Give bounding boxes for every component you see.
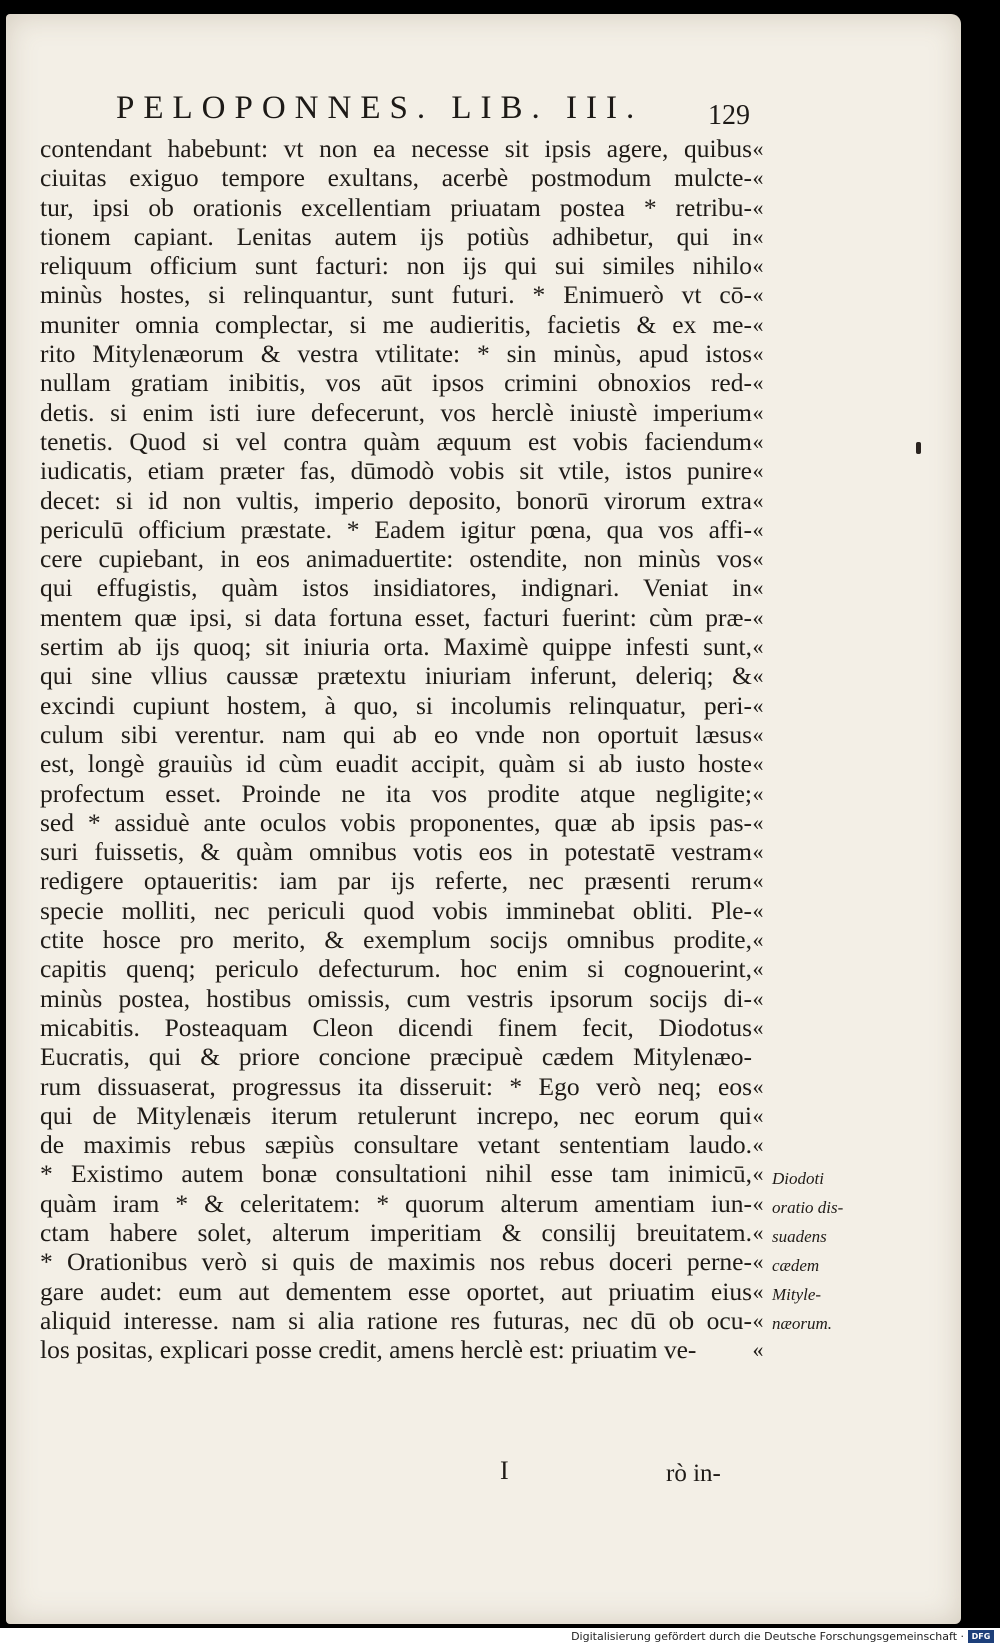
quote-mark: « <box>752 1278 764 1304</box>
quote-mark: « <box>752 194 764 220</box>
quote-mark: « <box>752 663 764 689</box>
text-line: ctam habere solet, alterum imperitiam & consilij breuitatem. <box>40 1217 752 1247</box>
quote-mark: « <box>752 487 764 513</box>
text-line: periculū officium præstate. * Eadem igitur pœna, qua vos affi- <box>40 514 752 544</box>
text-line: aliquid interesse. nam si alia ratione res futuras, nec dū ob ocu- <box>40 1305 752 1335</box>
quote-mark: « <box>752 751 764 777</box>
text-line: sertim ab ijs quoq; sit iniuria orta. Maximè quippe infesti sunt, <box>40 632 752 662</box>
text-line: qui de Mitylenæis iterum retulerunt increpo, nec eorum qui <box>40 1100 752 1130</box>
text-line: decet: si id non vultis, imperio deposito, bonorū virorum extra <box>40 485 752 515</box>
quote-mark: « <box>752 516 764 542</box>
quote-mark: « <box>752 868 764 894</box>
quote-mark: « <box>752 428 764 454</box>
text-line: culum sibi verentur. nam qui ab eo vnde non oportuit læsus <box>40 719 752 749</box>
text-line: capitis quenq; periculo defecturum. hoc enim si cognouerint, <box>40 954 752 984</box>
text-line: tionem capiant. Lenitas autem ijs potiùs adhibetur, qui in <box>40 221 752 251</box>
text-line: ctite hosce pro merito, & exemplum socijs omnibus prodite, <box>40 925 752 955</box>
text-line: minùs postea, hostibus omissis, cum vestris ipsorum socijs di- <box>40 983 752 1013</box>
quote-mark: « <box>752 1190 764 1216</box>
text-line: cere cupiebant, in eos animaduertite: ostendite, non minùs vos <box>40 544 752 574</box>
quote-mark: « <box>752 399 764 425</box>
text-line: minùs hostes, si relinquantur, sunt futuri. * Enimuerò vt cō- <box>40 280 752 310</box>
quote-mark: « <box>752 311 764 337</box>
quote-mark: « <box>752 604 764 630</box>
quote-mark: « <box>752 1161 764 1187</box>
text-line: rum dissuaserat, progressus ita disseruit: * Ego verò neq; eos <box>40 1071 752 1101</box>
paper-sheet <box>6 14 961 1624</box>
text-line: profectum esset. Proinde ne ita vos prodite atque negligite; <box>40 778 752 808</box>
text-line: mentem quæ ipsi, si data fortuna esset, facturi fuerint: cùm præ- <box>40 602 752 632</box>
text-line: quàm iram * & celeritatem: * quorum alterum amentiam iun- <box>40 1188 752 1218</box>
footer-bar <box>0 1628 1000 1646</box>
text-line: iudicatis, etiam præter fas, dūmodò vobis sit vtile, istos punire <box>40 456 752 486</box>
text-line: gare audet: eum aut dementem esse oportet, aut priuatim eius <box>40 1276 752 1306</box>
quote-mark: « <box>752 341 764 367</box>
quote-mark: « <box>752 253 764 279</box>
text-line: muniter omnia complectar, si me audieritis, facietis & ex me- <box>40 309 752 339</box>
text-line: nullam gratiam inibitis, vos aūt ipsos crimini obnoxios red- <box>40 368 752 398</box>
quote-mark: « <box>752 575 764 601</box>
quote-mark: « <box>752 956 764 982</box>
text-line: suri fuissetis, & quàm omnibus votis eos in potestatē vestram <box>40 837 752 867</box>
text-line: ciuitas exiguo tempore exultans, acerbè postmodum mulcte- <box>40 163 752 193</box>
margin-note-line: cædem <box>772 1256 820 1275</box>
margin-note-line: Diodoti <box>772 1169 824 1188</box>
quote-mark: « <box>752 839 764 865</box>
quote-mark <box>746 1042 770 1071</box>
ink-speck <box>916 442 921 454</box>
text-line: reliquum officium sunt facturi: non ijs qui sui similes nihilo <box>40 251 752 281</box>
quote-mark: « <box>752 458 764 484</box>
quote-mark: « <box>752 1102 764 1128</box>
text-line: specie molliti, nec periculi quod vobis imminebat obliti. Ple- <box>40 895 752 925</box>
margin-note <box>772 1164 862 1338</box>
quote-mark: « <box>752 897 764 923</box>
text-line: * Orationibus verò si quis de maximis nos rebus doceri perne- <box>40 1247 752 1277</box>
text-line: Eucratis, qui & priore concione præcipuè cædem Mitylenæo- <box>40 1042 752 1072</box>
quote-mark: « <box>752 1132 764 1158</box>
text-line: * Existimo autem bonæ consultationi nihil esse tam inimicū, <box>40 1159 752 1189</box>
quotation-marks-column <box>746 134 770 1364</box>
text-line: rito Mitylenæorum & vestra vtilitate: * sin minùs, apud istos <box>40 339 752 369</box>
running-title: PELOPONNES. LIB. III. <box>116 90 644 126</box>
text-line: sed * assiduè ante oculos vobis proponentes, quæ ab ipsis pas- <box>40 807 752 837</box>
quote-mark: « <box>752 165 764 191</box>
text-line: tenetis. Quod si vel contra quàm æquum est vobis faciendum <box>40 426 752 456</box>
text-line: est, longè grauiùs id cùm euadit accipit, quàm si ab iusto hoste <box>40 749 752 779</box>
text-line: contendant habebunt: vt non ea necesse sit ipsis agere, quibus <box>40 134 752 163</box>
dfg-logo-icon: DFG <box>968 1630 994 1643</box>
quote-mark: « <box>752 780 764 806</box>
text-line: excindi cupiunt hostem, à quo, si incolumis relinquatur, peri- <box>40 690 752 720</box>
quote-mark: « <box>752 1073 764 1099</box>
margin-note-line: oratio dis- <box>772 1198 844 1217</box>
quote-mark: « <box>752 546 764 572</box>
quote-mark: « <box>752 692 764 718</box>
body-text <box>40 134 752 1364</box>
text-line: redigere optaueritis: iam par ijs referte, nec præsenti rerum <box>40 866 752 896</box>
quote-mark: « <box>752 282 764 308</box>
quote-mark: « <box>752 1219 764 1245</box>
text-line: qui sine vllius caussæ prætextu iniuriam inferunt, deleriq; & <box>40 661 752 691</box>
quote-mark: « <box>752 370 764 396</box>
quote-mark: « <box>752 1307 764 1333</box>
text-line: detis. si enim isti iure defecerunt, vos herclè iniustè imperium <box>40 397 752 427</box>
quote-mark: « <box>752 809 764 835</box>
quote-mark: « <box>752 1014 764 1040</box>
quote-mark: « <box>752 223 764 249</box>
margin-note-line: næorum. <box>772 1314 832 1333</box>
page-number: 129 <box>708 100 750 131</box>
quote-mark: « <box>752 634 764 660</box>
quote-mark: « <box>752 721 764 747</box>
catchword: rò in- <box>666 1460 721 1487</box>
text-line: de maximis rebus sæpiùs consultare vetant sententiam laudo. <box>40 1130 752 1160</box>
funding-credit: Digitalisierung gefördert durch die Deutsche Forschungsgemeinschaft · <box>571 1630 964 1643</box>
quote-mark: « <box>752 927 764 953</box>
margin-note-line: Mityle- <box>772 1285 822 1304</box>
margin-note-line: suadens <box>772 1227 827 1246</box>
signature-mark: I <box>500 1456 509 1485</box>
text-line: tur, ipsi ob orationis excellentiam priuatam postea * retribu- <box>40 192 752 222</box>
text-line: qui effugistis, quàm istos insidiatores, indignari. Veniat in <box>40 573 752 603</box>
text-line: los positas, explicari posse credit, amens herclè est: priuatim ve- <box>40 1335 697 1365</box>
quote-mark: « <box>752 1249 764 1275</box>
text-line: micabitis. Posteaquam Cleon dicendi finem fecit, Diodotus <box>40 1012 752 1042</box>
quote-mark: « <box>752 136 764 161</box>
quote-mark: « <box>752 985 764 1011</box>
quote-mark: « <box>752 1337 764 1363</box>
